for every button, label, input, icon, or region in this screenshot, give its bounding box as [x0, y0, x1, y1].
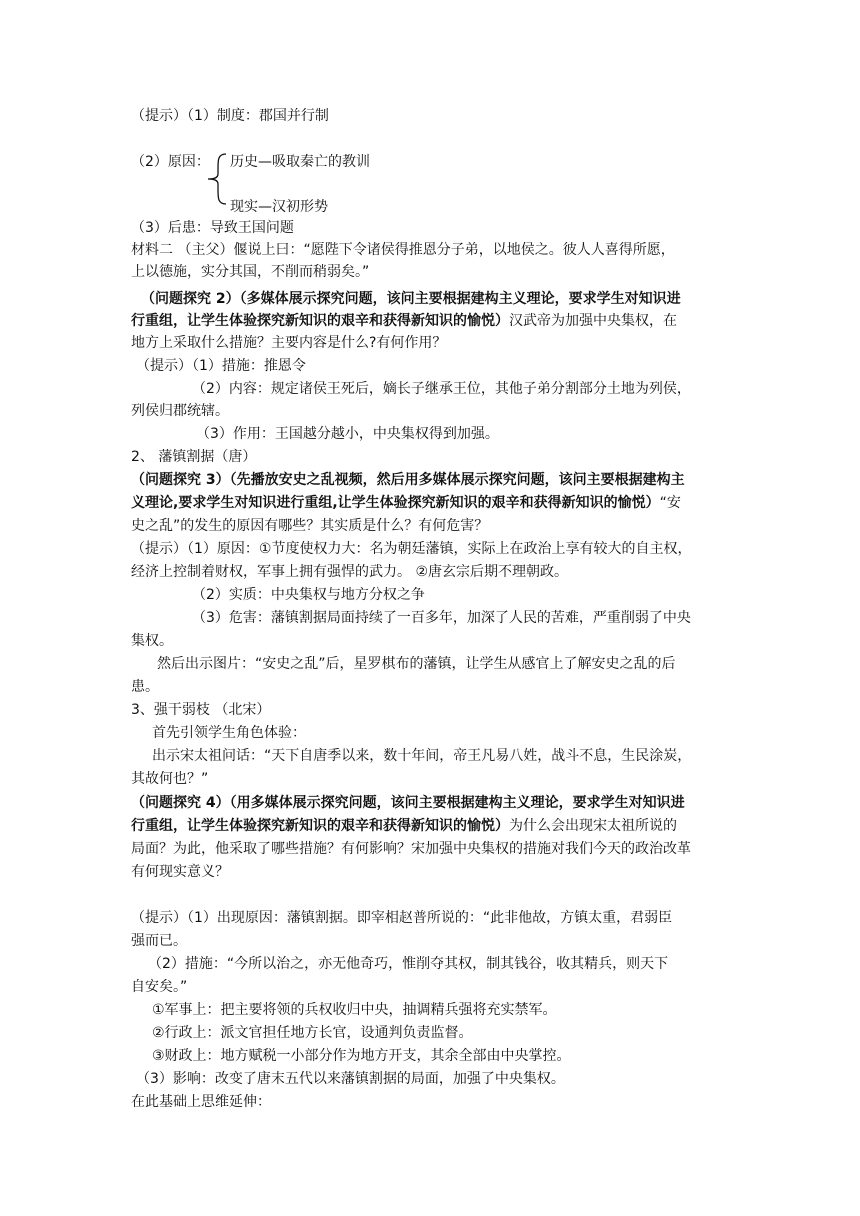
text-line [131, 815, 677, 837]
text-span: 行重组，让学生体验探究新知识的艰辛和获得新知识的愉悦） [131, 818, 509, 834]
text-line: 史之乱”的发生的原因有哪些？其实质是什么？有何危害？ [131, 518, 489, 534]
text-line: 首先引领学生角色体验： [152, 725, 306, 741]
text-line: 其故何也？” [131, 771, 209, 787]
text-line: 然后出示图片：“安史之乱”后，星罗棋布的藩镇，让学生从感官上了解安史之乱的后 [157, 656, 676, 672]
text-line: （3）危害：藩镇割据局面持续了一百多年，加深了人民的苦难，严重削弱了中央 [192, 610, 691, 626]
curly-brace-icon [200, 150, 230, 208]
text-line: 列侯归郡统辖。 [131, 403, 229, 419]
text-line: （提示）（1）出现原因：藩镇割据。即宰相赵普所说的：“此非他故，方镇太重，君弱臣 [131, 910, 673, 926]
text-span: 为什么会出现宋太祖所说的 [509, 818, 677, 834]
text-line: 集权。 [131, 633, 173, 649]
text-line: （3）影响：改变了唐末五代以来藩镇割据的局面，加强了中央集权。 [136, 1071, 565, 1087]
text-line: （问题探究 4）（用多媒体展示探究问题，该问主要根据建构主义理论，要求学生对知识进 [131, 795, 685, 811]
text-line: （提示）（1）制度：郡国并行制 [131, 108, 329, 124]
text-line: 历史—吸取秦亡的教训 [230, 154, 370, 170]
text-line: 局面？为此，他采取了哪些措施？有何影响？宋加强中央集权的措施对我们今天的政治改革 [131, 841, 691, 857]
text-line [131, 492, 681, 514]
text-line: 自安矣。” [131, 979, 188, 995]
text-span: 汉武帝为加强中央集权，在 [509, 313, 677, 329]
text-line: （2）内容：规定诸侯王死后，嫡长子继承王位，其他子弟分割部分土地为列侯， [192, 381, 691, 397]
text-span: 义理论,要求学生对知识进行重组,让学生体验探究新知识的艰辛和获得新知识的愉悦） [131, 495, 660, 511]
text-line [131, 310, 677, 332]
text-line: （2）原因： [131, 154, 210, 170]
text-line: （2）实质：中央集权与地方分权之争 [192, 587, 425, 603]
text-line: （提示）（1）原因：①节度使权力大：名为朝廷藩镇，实际上在政治上享有较大的自主权， [131, 541, 692, 557]
text-line: 强而已。 [131, 933, 187, 949]
text-line: （3）作用：王国越分越小，中央集权得到加强。 [196, 426, 499, 442]
text-line: ③财政上：地方赋税一小部分作为地方开支，其余全部由中央掌控。 [152, 1048, 571, 1064]
text-line: 3、强干弱枝 （北宋） [131, 702, 271, 718]
text-line: （问题探究 3）（先播放安史之乱视频，然后用多媒体展示探究问题，该问主要根据建构主 [131, 472, 685, 488]
text-line: （提示）（1）措施：推恩令 [136, 358, 306, 374]
text-line: 经济上控制着财权，军事上拥有强悍的武力。 ②唐玄宗后期不理朝政。 [131, 564, 568, 580]
text-line: 在此基础上思维延伸： [131, 1094, 271, 1110]
text-line: 现实—汉初形势 [230, 199, 328, 215]
text-line: ①军事上：把主要将领的兵权收归中央，抽调精兵强将充实禁军。 [152, 1002, 557, 1018]
text-line: 2、 藩镇割据（唐） [131, 449, 257, 465]
text-line: 患。 [131, 679, 159, 695]
text-span: “安 [659, 495, 681, 511]
text-line: ②行政上：派文官担任地方长官，设通判负责监督。 [152, 1025, 473, 1041]
text-line: （3）后患：导致王国问题 [131, 220, 294, 236]
text-line: 有何现实意义？ [131, 864, 229, 880]
text-line: （2）措施：“今所以治之，亦无他奇巧，惟削夺其权，制其钱谷，收其精兵，则天下 [148, 956, 669, 972]
text-span: 行重组，让学生体验探究新知识的艰辛和获得新知识的愉悦） [131, 313, 509, 329]
text-line: 地方上采取什么措施？主要内容是什么?有何作用？ [131, 335, 447, 351]
text-line: 上以德施，实分其国，不削而稍弱矣。” [131, 264, 370, 280]
text-line: 材料二 （主父）偃说上曰：“愿陛下令诸侯得推恩分子弟，以地侯之。彼人人喜得所愿， [131, 242, 675, 258]
text-line: （问题探究 2）（多媒体展示探究问题，该问主要根据建构主义理论，要求学生对知识进 [141, 291, 681, 307]
text-line: 出示宋太祖问话：“天下自唐季以来，数十年间，帝王凡易八姓，战斗不息，生民涂炭， [152, 748, 692, 764]
